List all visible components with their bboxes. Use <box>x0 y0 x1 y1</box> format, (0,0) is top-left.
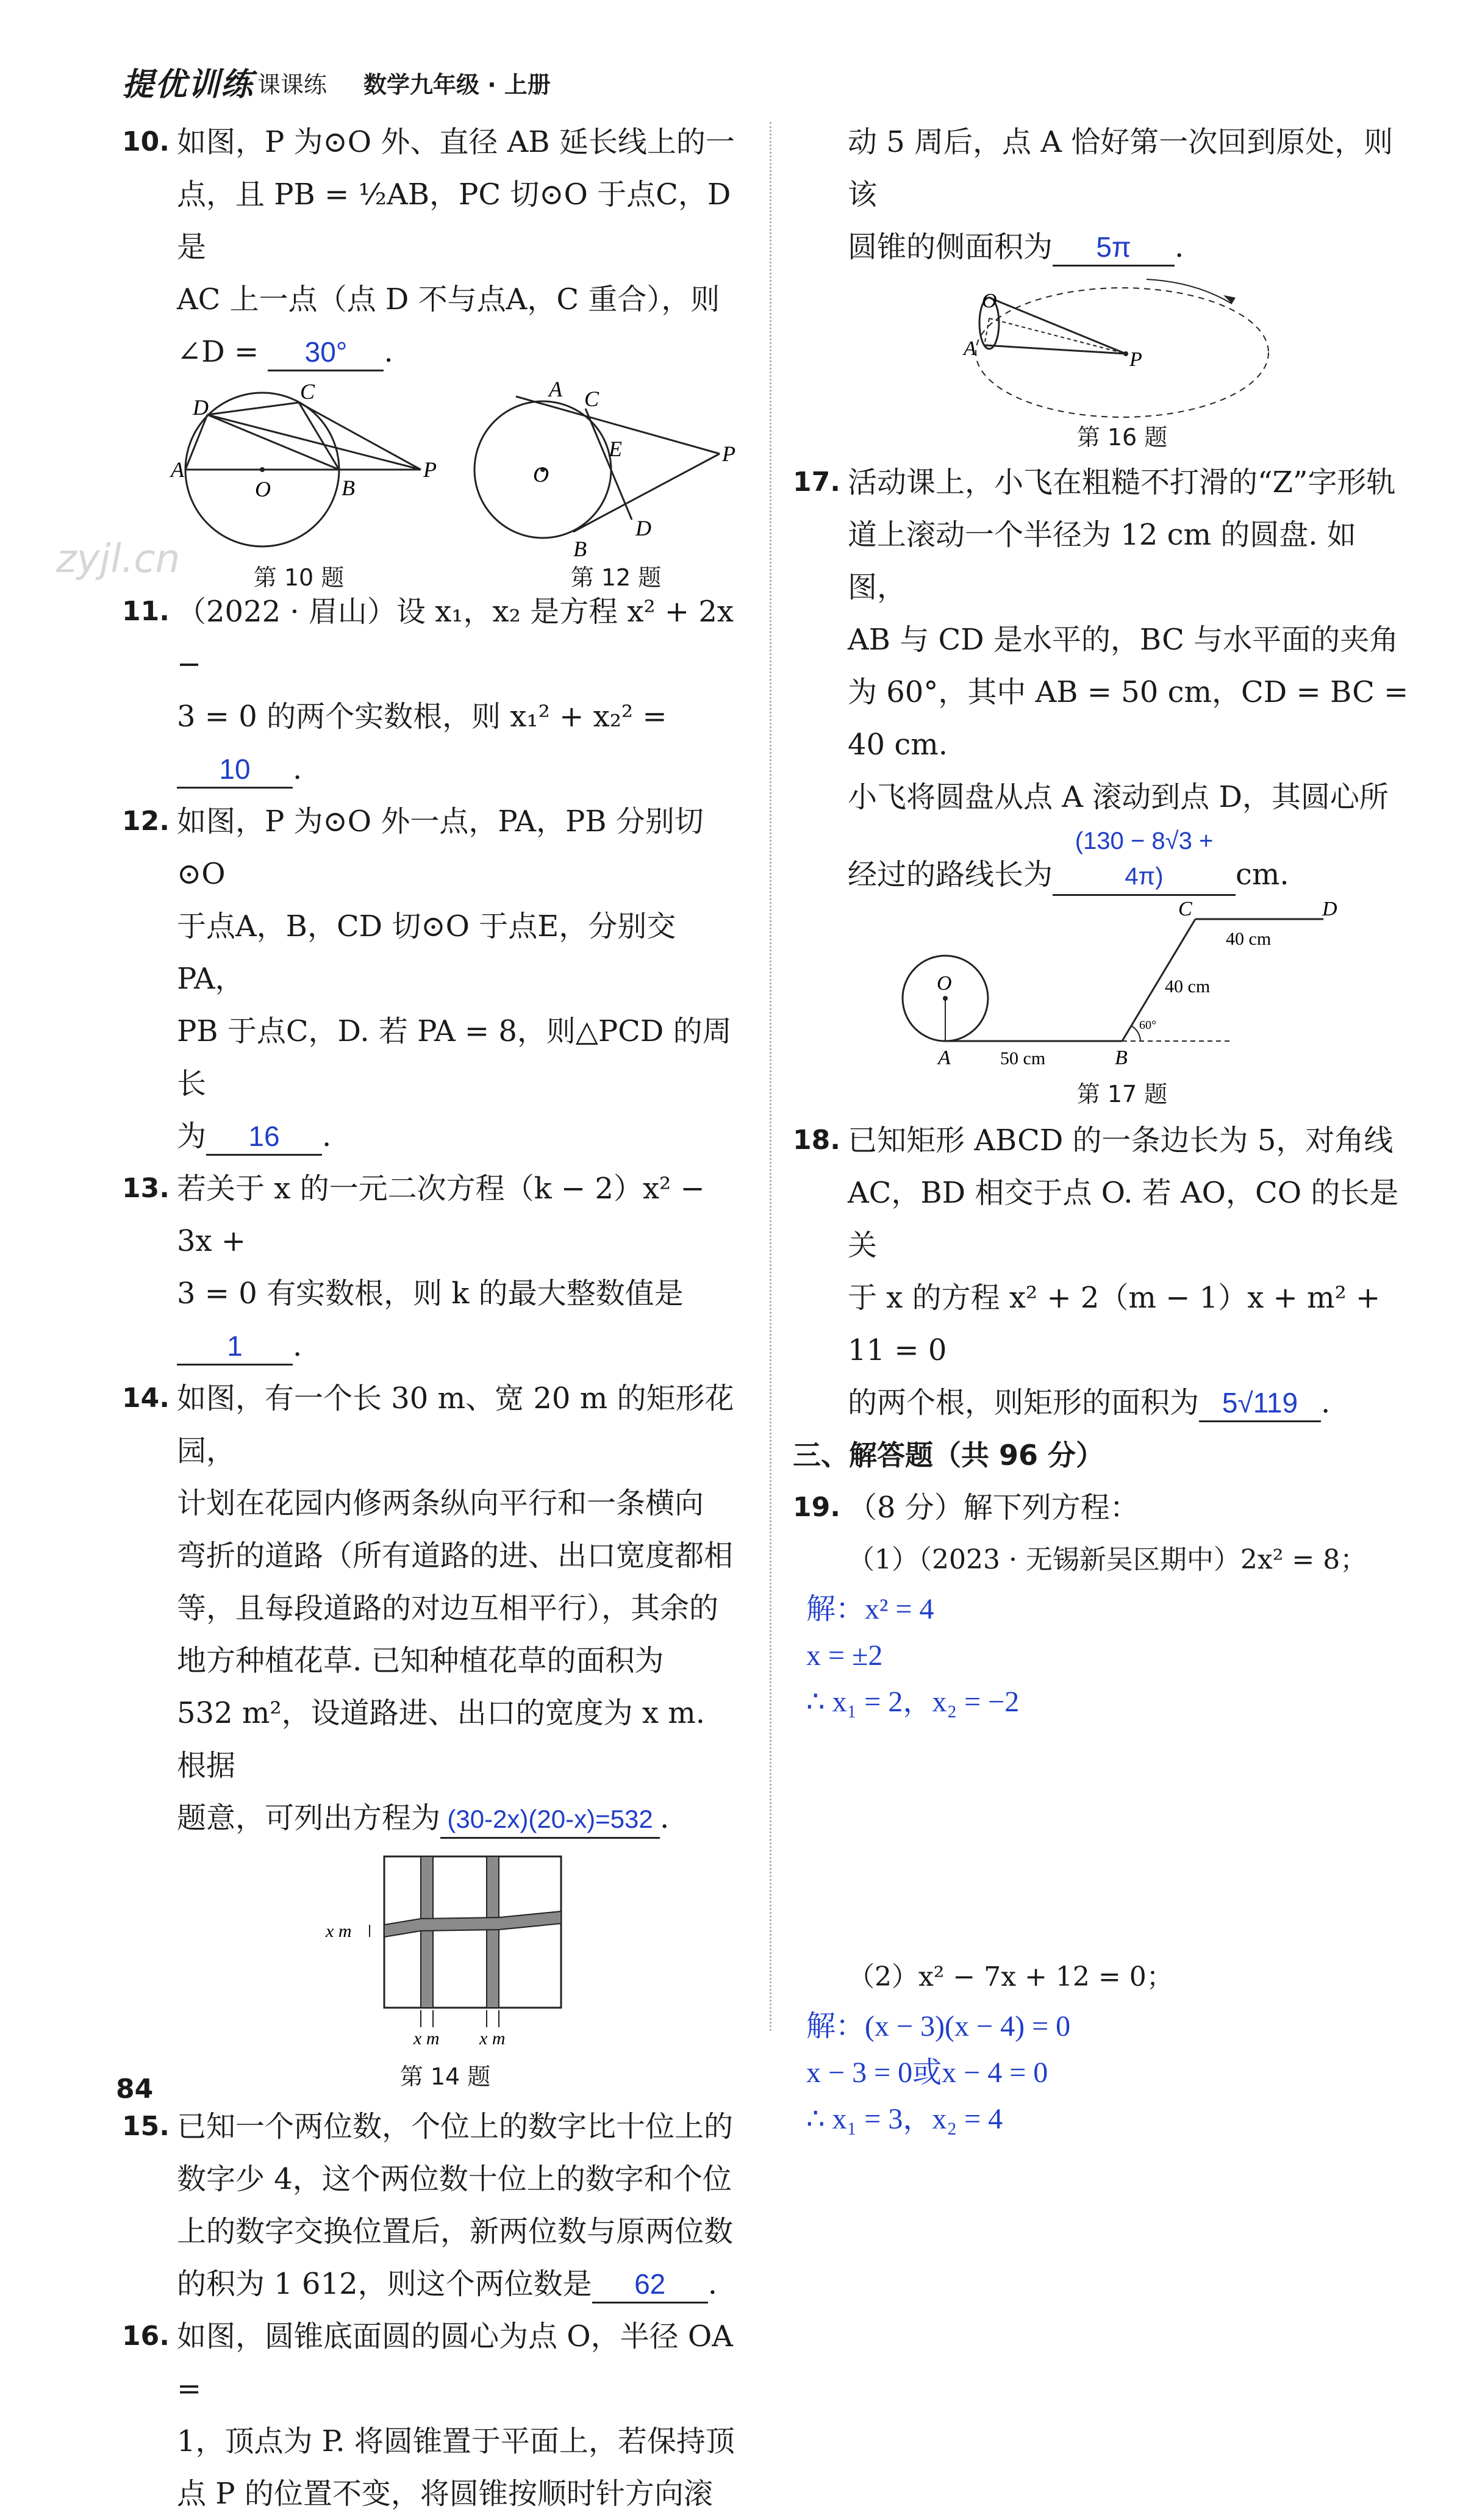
fig17-label-O: O <box>937 972 952 995</box>
question-13: 13. 若关于 x 的一元二次方程（k − 2）x² − 3x + 3 = 0 有实数根，则 k 的最大整数值是 1 . <box>122 1162 738 1372</box>
figure-16 <box>964 273 1281 426</box>
answer-q18: 5√119 <box>1199 1385 1321 1422</box>
question-12: 12. 如图，P 为⊙O 外一点，PA，PB 分别切⊙O 于点A，B，CD 切⊙O 于点E，分别交 PA， PB 于点C，D. 若 PA = 8，则△PCD 的周长 为 16 . <box>122 795 738 1162</box>
fig10-label-C: C <box>300 379 315 404</box>
solution-19-2: 解：(x − 3)(x − 4) = 0 x − 3 = 0或x − 4 = 0 ∴ x₁ = 3，x₂ = 4 <box>806 2010 1071 2135</box>
fig12-label-C: C <box>584 387 599 411</box>
figure-17-block <box>793 898 1409 1114</box>
caption-fig16: 第 16 题 <box>1076 424 1168 451</box>
fig17-label-B: B <box>1115 1047 1128 1069</box>
answer-q10: 30° <box>268 334 384 371</box>
fig17-label-A: A <box>938 1047 951 1069</box>
fig17-label-BC: 40 cm <box>1165 976 1211 997</box>
answer-q13: 1 <box>177 1328 293 1366</box>
fig10-label-A: A <box>171 457 184 482</box>
figure-10 <box>171 378 439 561</box>
header-title: 数学九年级 · 上册 <box>363 71 551 98</box>
fig10-label-D: D <box>193 395 209 420</box>
figure-17 <box>884 898 1348 1078</box>
fig16-label-P: P <box>1129 348 1142 371</box>
answer-q16: 5π <box>1053 229 1175 267</box>
fig12-label-D: D <box>635 516 651 540</box>
fig16-label-O: O <box>982 290 997 312</box>
section-heading: 三、解答题（共 96 分） <box>793 1439 1104 1472</box>
figures-10-12 <box>122 377 738 591</box>
answer-q12: 16 <box>206 1119 322 1156</box>
fig10-label-P: P <box>423 457 437 482</box>
question-16: 16. 如图，圆锥底面圆的圆心为点 O，半径 OA = 1，顶点为 P. 将圆锥置于平面上，若保持顶 点 P 的位置不变，将圆锥按顺时针方向滚 <box>122 2319 735 2511</box>
caption-fig17: 第 17 题 <box>1076 1081 1168 1108</box>
watermark: zyjl.cn <box>56 537 181 582</box>
question-19: 19. （8 分）解下列方程： （1）（2023 · 无锡新吴区期中）2x² = 8； <box>793 1491 1367 1575</box>
question-15: 15. 已知一个两位数，个位上的数字比十位上的 数字少 4，这个两位数十位上的数字和个位 上的数字交换位置后，新两位数与原两位数 的积为 1 612，则这个两位数是 62 . <box>122 2100 738 2310</box>
question-11: 11. （2022 · 眉山）设 x₁，x₂ 是方程 x² + 2x − 3 = 0 的两个实数根，则 x₁² + x₂² =10 . <box>122 585 738 795</box>
fig12-label-E: E <box>609 437 622 461</box>
figure-14 <box>323 1850 567 2052</box>
question-18: 18. 已知矩形 ABCD 的一条边长为 5，对角线 AC，BD 相交于点 O. 若 AO，CO 的长是关 于 x 的方程 x² + 2（m − 1）x + m² + 11 = 0 的两个根，则矩形的面积为 5√119 . <box>793 1114 1409 1429</box>
fig12-label-A: A <box>549 377 562 401</box>
figure-16-block <box>793 273 1409 456</box>
caption-fig14: 第 14 题 <box>399 2063 491 2090</box>
fig14-label-left: x m <box>326 1921 352 1941</box>
brand-logo: 提优训练 <box>122 66 254 103</box>
fig17-label-D: D <box>1322 898 1337 920</box>
fig12-label-P: P <box>722 442 735 466</box>
answer-q11: 10 <box>177 751 293 789</box>
right-column <box>793 116 1409 2142</box>
page-number: 84 <box>116 2074 154 2105</box>
fig12-label-O: O <box>533 462 549 487</box>
fig10-label-B: B <box>342 476 355 500</box>
figure-12 <box>476 377 735 561</box>
question-16-continued: 动 5 周后，点 A 恰好第一次回到原处，则该 圆锥的侧面积为 5π . <box>793 116 1409 273</box>
fig17-label-AB: 50 cm <box>1000 1048 1046 1068</box>
fig17-label-angle: 60° <box>1139 1018 1156 1032</box>
question-19-part2: （2）x² − 7x + 12 = 0； <box>848 1961 1173 1992</box>
column-divider <box>770 122 771 2031</box>
left-column <box>122 116 738 2520</box>
caption-fig12: 第 12 题 <box>570 564 662 591</box>
solution-19-1: 解：x² = 4 x = ±2 ∴ x₁ = 2，x₂ = −2 <box>806 1593 1020 1718</box>
question-14: 14. 如图，有一个长 30 m、宽 20 m 的矩形花园， 计划在花园内修两条纵向平行和一条横向 弯折的道路（所有道路的进、出口宽度都相 等，且每段道路的对边互相平行），其余的 地方种植花草. 已知种植花草的面积为 532 m²，设道路进、出口的宽度为 x m. 根据 题意，可列出方程为 (30-2x)(20-x)=532 . <box>122 1372 738 1844</box>
answer-q14: (30-2x)(20-x)=532 <box>440 1802 660 1839</box>
answer-q15: 62 <box>592 2266 708 2303</box>
question-17: 17. 活动课上，小飞在粗糙不打滑的“Z”字形轨 道上滚动一个半径为 12 cm 的圆盘. 如图， AB 与 CD 是水平的，BC 与水平面的夹角 为 60°，其中 AB = 50 cm，CD = BC = 40 cm. 小飞将圆盘从点 A 滚动到点 D，其圆心所 经过的路线长为(130 − 8√3 + 4π) cm. <box>793 456 1409 901</box>
answer-q17: (130 − 8√3 + 4π) <box>1053 823 1236 896</box>
fig14-label-bottom1: x m <box>413 2028 440 2049</box>
fig16-label-A: A <box>964 337 976 360</box>
header-subtitle: 课课练 <box>257 71 327 98</box>
fig17-label-CD: 40 cm <box>1226 929 1272 949</box>
fig17-label-C: C <box>1178 898 1192 920</box>
fig10-label-O: O <box>255 477 271 501</box>
question-10: 10. 如图，P 为⊙O 外、直径 AB 延长线上的一 点，且 PB = ½AB，PC 切⊙O 于点C，D 是 AC 上一点（点 D 不与点A，C 重合），则 ∠D = 30° . <box>122 116 738 378</box>
figure-14-block <box>122 1844 738 2100</box>
fig14-label-bottom2: x m <box>479 2028 506 2049</box>
fig12-label-B: B <box>573 537 587 561</box>
caption-fig10: 第 10 题 <box>253 564 345 591</box>
